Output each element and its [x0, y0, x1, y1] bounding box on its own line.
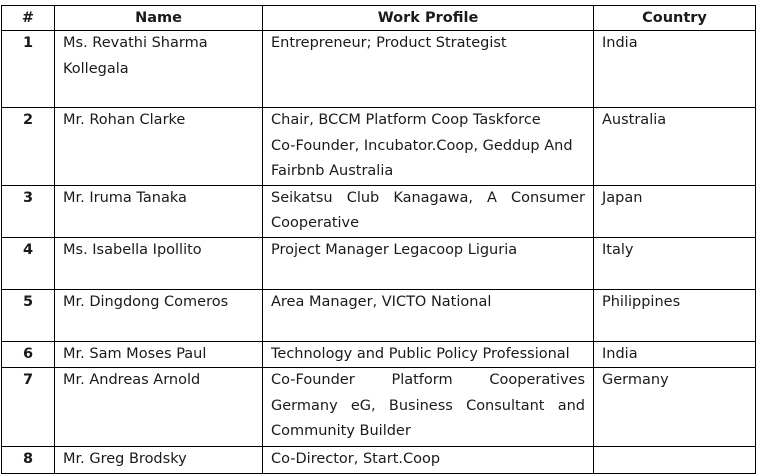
profile-line: Germany eG, Business Consultant and	[271, 397, 585, 414]
name-line: Mr. Dingdong Comeros	[63, 293, 229, 310]
table-row	[2, 237, 756, 289]
row-number: 6	[2, 341, 55, 368]
row-number: 8	[2, 447, 55, 474]
row-name	[55, 237, 263, 289]
name-line: Mr. Rohan Clarke	[63, 112, 186, 128]
header-work-profile: Work Profile	[263, 6, 594, 31]
row-country: Australia	[594, 108, 756, 186]
row-name	[55, 341, 263, 368]
name-line: Ms. Isabella Ipollito	[63, 241, 202, 258]
profile-line: Seikatsu Club Kanagawa, A Consumer	[271, 189, 585, 206]
row-work-profile	[263, 108, 594, 186]
row-name	[55, 368, 263, 447]
table-row	[2, 289, 756, 341]
row-name	[55, 31, 263, 108]
row-number: 2	[2, 108, 55, 186]
row-name	[55, 185, 263, 237]
table-row	[2, 447, 756, 474]
row-country: Italy	[594, 237, 756, 289]
table-row	[2, 185, 756, 237]
table-row	[2, 31, 756, 108]
profile-line: Community Builder	[271, 423, 411, 439]
row-number: 7	[2, 368, 55, 447]
table-header-row	[2, 6, 756, 31]
row-country: Japan	[594, 185, 756, 237]
profile-line: Co-Director, Start.Coop	[271, 451, 441, 467]
table-row	[2, 108, 756, 186]
row-name	[55, 289, 263, 341]
profile-line: Fairbnb Australia	[271, 163, 394, 179]
profile-line: Co-Founder Platform Cooperatives	[271, 372, 585, 388]
row-country: India	[594, 341, 756, 368]
row-work-profile	[263, 237, 594, 289]
row-number: 5	[2, 289, 55, 341]
header-country: Country	[594, 6, 756, 31]
name-line: Ms. Revathi Sharma	[63, 35, 208, 51]
row-work-profile	[263, 368, 594, 447]
name-line: Kollegala	[63, 60, 129, 77]
table-row	[2, 341, 756, 368]
profile-line: Technology and Public Policy Professional	[271, 345, 570, 362]
row-country	[594, 447, 756, 474]
row-work-profile	[263, 289, 594, 341]
row-number: 4	[2, 237, 55, 289]
name-line: Mr. Greg Brodsky	[63, 451, 187, 467]
header-number: #	[2, 6, 55, 31]
row-number: 3	[2, 185, 55, 237]
row-work-profile	[263, 341, 594, 368]
profile-line: Area Manager, VICTO National	[271, 293, 492, 310]
row-number: 1	[2, 31, 55, 108]
name-line: Mr. Iruma Tanaka	[63, 189, 187, 206]
profile-line: Co-Founder, Incubator.Coop, Geddup And	[271, 137, 573, 154]
row-country: Germany	[594, 368, 756, 447]
header-name: Name	[55, 6, 263, 31]
row-work-profile	[263, 31, 594, 108]
row-name	[55, 447, 263, 474]
name-line: Mr. Andreas Arnold	[63, 372, 201, 388]
profile-line: Entrepreneur; Product Strategist	[271, 35, 507, 51]
row-work-profile	[263, 185, 594, 237]
profile-line: Chair, BCCM Platform Coop Taskforce	[271, 112, 541, 128]
participants-table	[1, 5, 756, 474]
profile-line: Cooperative	[271, 215, 360, 231]
name-line: Mr. Sam Moses Paul	[63, 345, 207, 362]
profile-line: Project Manager Legacoop Liguria	[271, 241, 518, 258]
table-row	[2, 368, 756, 447]
row-country: Philippines	[594, 289, 756, 341]
row-name	[55, 108, 263, 186]
row-country: India	[594, 31, 756, 108]
row-work-profile	[263, 447, 594, 474]
